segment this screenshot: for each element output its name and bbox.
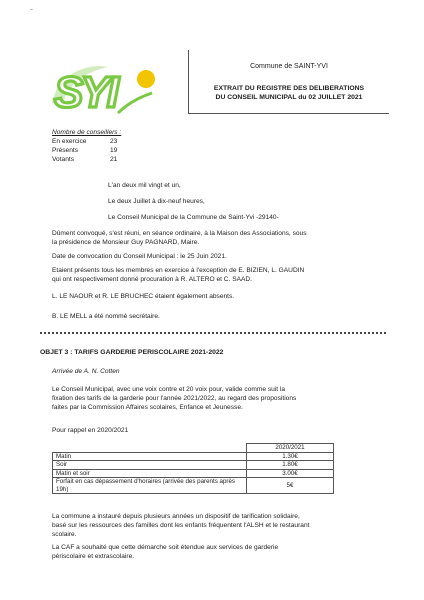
- commune-title: Commune de SAINT-YVI: [250, 63, 328, 70]
- stat-label: En exercice: [52, 138, 87, 145]
- body-line: basé sur les ressources des familles dont les enfants fréquentent l'ALSH et le restaurant: [52, 522, 310, 529]
- body-line: La commune a instauré depuis plusieurs années un dispositif de tarification solidaire,: [52, 513, 300, 520]
- table-header: 2020/2021: [247, 444, 334, 453]
- body-line: la présidence de Monsieur Guy PAGNARD, Maire.: [52, 239, 200, 246]
- extract-line-1: EXTRAIT DU REGISTRE DES DELIBERATIONS: [213, 85, 365, 92]
- body-line: périscolaire et extrascolaire.: [52, 553, 135, 560]
- table-cell-label: Matin et soir: [53, 469, 247, 478]
- table-cell-label: Matin: [53, 452, 247, 461]
- body-line: qui ont respectivement donné procuration à R. ALTERO et C. SAAD.: [52, 276, 252, 283]
- table-header-row: [53, 444, 334, 453]
- stat-value: 23: [110, 138, 118, 145]
- svg-text:SYI: SYI: [54, 68, 116, 117]
- body-line: fixation des tarifs de la garderie pour l'année 2021/2022, au regard des propositions: [52, 395, 297, 402]
- body-line: Dûment convoqué, s'est réuni, en séance ordinaire, à la Maison des Associations, sous: [52, 230, 307, 237]
- intro-line: Le deux Juillet à dix-neuf heures,: [108, 198, 205, 205]
- extract-line-2: DU CONSEIL MUNICIPAL du 02 JUILLET 2021: [215, 94, 363, 101]
- body-line: Le Conseil Municipal, avec une voix contre et 20 voix pour, valide comme suit la: [52, 386, 286, 393]
- separator-line: [40, 332, 386, 334]
- table-cell-label: Soir: [53, 461, 247, 470]
- intro-line: L'an deux mil vingt et un,: [108, 182, 181, 189]
- table-corner: [53, 444, 247, 453]
- stat-value: 19: [110, 147, 118, 154]
- table-row: [53, 461, 334, 470]
- body-line: La CAF a souhaité que cette démarche soit étendue aux services de garderie: [52, 544, 279, 551]
- extract-title: [189, 84, 389, 102]
- body-line: scolaire.: [52, 531, 77, 538]
- absents-line: L. LE NAOUR et R. LE BRUCHEC étaient également absents.: [52, 293, 235, 300]
- arrivee-line: Arrivée de A. N. Cotten: [52, 368, 120, 375]
- saint-yvi-logo: [48, 53, 160, 123]
- table-cell-value: 3.00€: [247, 469, 334, 478]
- rappel-line: Pour rappel en 2020/2021: [52, 427, 129, 434]
- stat-label: Votants: [52, 156, 74, 163]
- secretaire-line: B. LE MELL a été nommé secrétaire.: [52, 313, 160, 320]
- table-cell-value: 1.30€: [247, 452, 334, 461]
- table-row: [53, 452, 334, 461]
- intro-line: Le Conseil Municipal de la Commune de Saint-Yvi -29140-: [108, 214, 279, 221]
- conseillers-label: Nombre de conseillers :: [52, 129, 122, 136]
- body-line: faites par la Commission Affaires scolaires, Enfance et Jeunesse.: [52, 404, 243, 411]
- tarifs-table: [52, 443, 334, 494]
- objet-title: OBJET 3 : TARIFS GARDERIE PERISCOLAIRE 2021-2022: [40, 349, 224, 356]
- stat-value: 21: [110, 156, 118, 163]
- corner-mark: -: [30, 4, 33, 14]
- table-row: [53, 478, 334, 494]
- body-line: Etaient présents tous les membres en exercice à l'exception de E. BIZIEN, L. GAUDIN: [52, 267, 305, 274]
- stat-label: Présents: [52, 147, 79, 154]
- table-row: [53, 469, 334, 478]
- convocation-date: Date de convocation du Conseil Municipal : le 25 Juin 2021.: [52, 253, 227, 260]
- table-cell-value: 5€: [247, 478, 334, 494]
- header-box: [188, 50, 389, 114]
- table-cell-label: Forfait en cas dépassement d'horaires (arrivée des parents après 19h): [53, 478, 247, 494]
- table-cell-value: 1.80€: [247, 461, 334, 470]
